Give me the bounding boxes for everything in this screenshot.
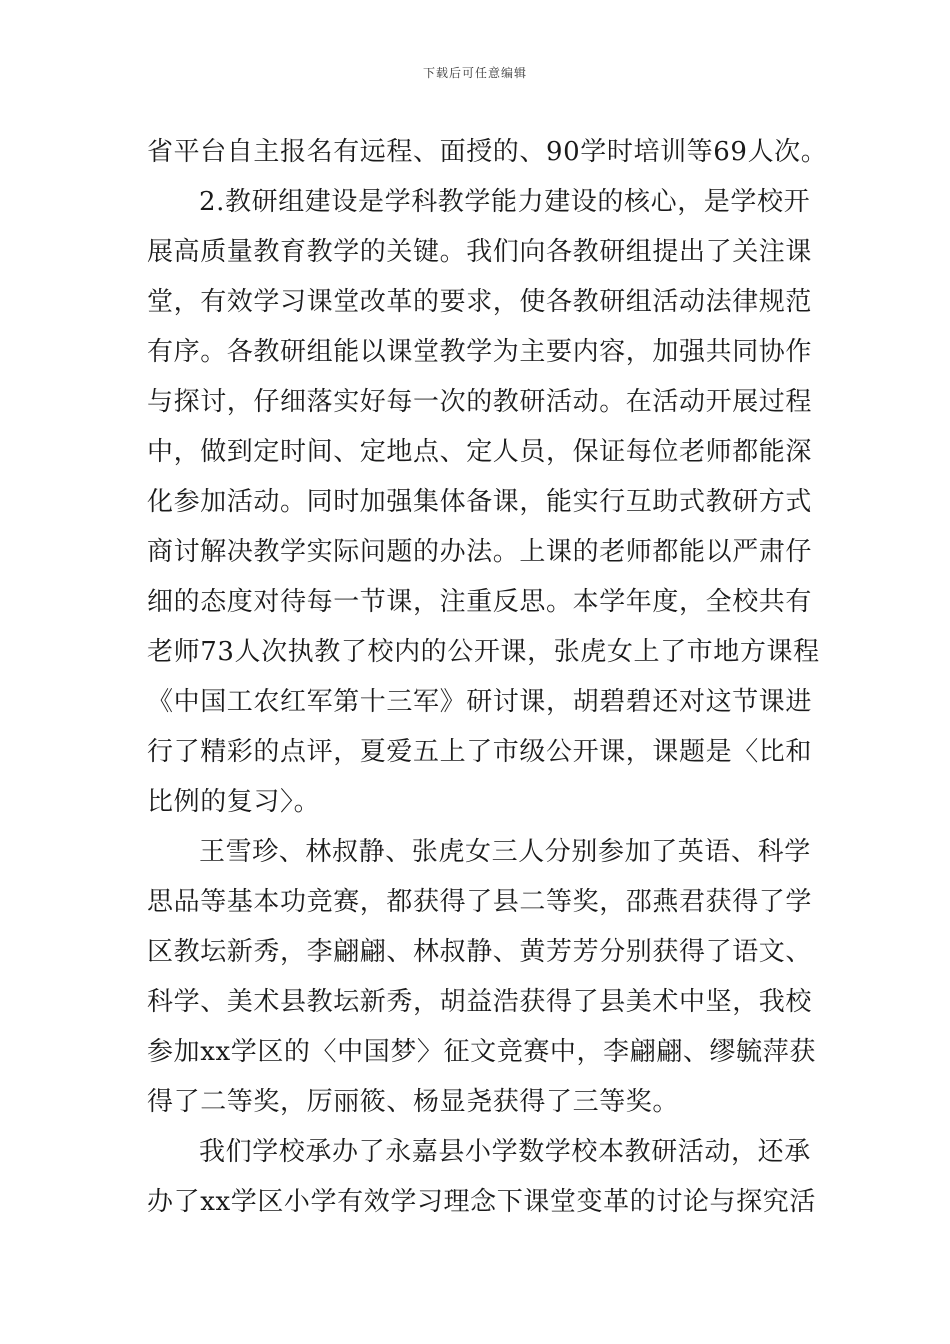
text-line-1: 省平台自主报名有远程、面授的、90学时培训等69人次。: [147, 137, 828, 167]
text-line-6: 与探讨，仔细落实好每一次的教研活动。在活动开展过程: [147, 387, 813, 417]
text-line-15: 王雪珍、林叔静、张虎女三人分别参加了英语、科学: [199, 837, 811, 867]
text-line-13: 行了精彩的点评，夏爱五上了市级公开课，课题是〈比和: [147, 737, 813, 767]
text-line-12: 《中国工农红军第十三军》研讨课，胡碧碧还对这节课进: [147, 687, 813, 717]
text-line-14: 比例的复习〉。: [147, 787, 321, 817]
page-header: 下载后可任意编辑: [422, 66, 527, 80]
text-line-11: 老师73人次执教了校内的公开课，张虎女上了市地方课程: [147, 637, 820, 667]
text-line-17: 区教坛新秀，李翩翩、林叔静、黄芳芳分别获得了语文、: [147, 937, 813, 967]
text-line-4: 堂，有效学习课堂改革的要求，使各教研组活动法律规范: [147, 287, 813, 317]
text-line-7: 中，做到定时间、定地点、定人员，保证每位老师都能深: [147, 437, 813, 467]
text-line-8: 化参加活动。同时加强集体备课，能实行互助式教研方式: [147, 487, 813, 517]
text-line-18: 科学、美术县教坛新秀，胡益浩获得了县美术中坚，我校: [147, 987, 813, 1017]
text-line-9: 商讨解决教学实际问题的办法。上课的老师都能以严肃仔: [147, 537, 813, 567]
text-line-22: 办了xx学区小学有效学习理念下课堂变革的讨论与探究活: [147, 1187, 816, 1217]
text-line-5: 有序。各教研组能以课堂教学为主要内容，加强共同协作: [147, 337, 813, 367]
text-line-21: 我们学校承办了永嘉县小学数学校本教研活动，还承: [199, 1137, 811, 1167]
text-line-2: 2.教研组建设是学科教学能力建设的核心，是学校开: [199, 187, 811, 217]
text-line-16: 思品等基本功竞赛，都获得了县二等奖，邵燕君获得了学: [147, 887, 813, 917]
text-line-10: 细的态度对待每一节课，注重反思。本学年度，全校共有: [147, 587, 813, 617]
text-line-19: 参加xx学区的〈中国梦〉征文竞赛中，李翩翩、缪毓萍获: [147, 1037, 816, 1067]
text-line-3: 展高质量教育教学的关键。我们向各教研组提出了关注课: [147, 237, 813, 267]
text-line-20: 得了二等奖，厉丽筱、杨显尧获得了三等奖。: [147, 1087, 680, 1117]
